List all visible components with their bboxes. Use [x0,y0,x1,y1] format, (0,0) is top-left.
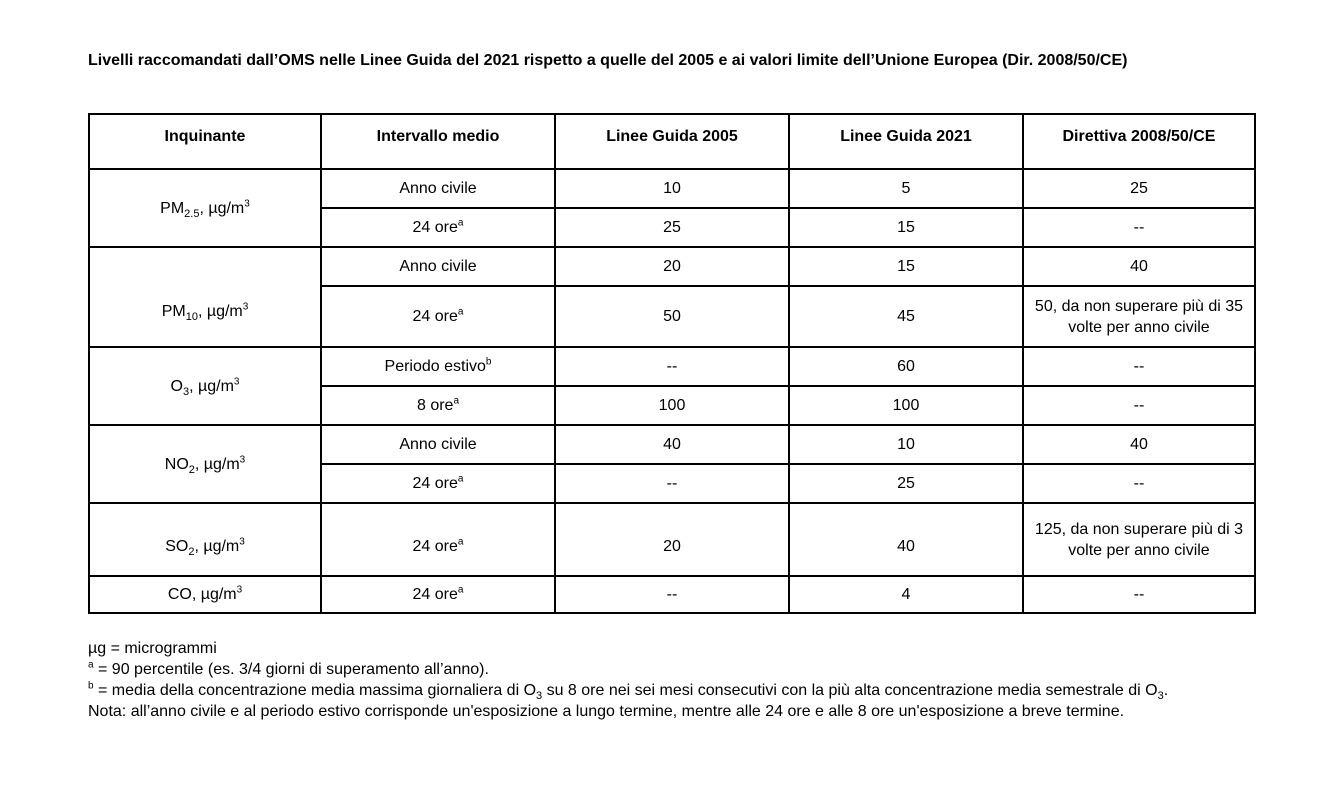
note-a: $^a$ = 90 percentile (es. 3/4 giorni di superamento all’anno). [88,659,489,678]
interval-cell: Anno civile [321,169,555,208]
header-guidelines-2021: Linee Guida 2021 [789,114,1023,169]
header-row [89,114,1255,169]
value-2021: 5 [789,169,1023,208]
value-2005: 100 [555,386,789,425]
value-2005: -- [555,464,789,503]
interval-cell: 24 ore$^a$ [321,464,555,503]
interval-cell: 24 ore$^a$ [321,503,555,576]
pollutant-pm25: $PM_{2.5}$, $\mu g/m^3$ [89,169,321,247]
interval-cell: 24 ore$^a$ [321,576,555,613]
pollutant-limits-table [88,113,1256,614]
header-guidelines-2005: Linee Guida 2005 [555,114,789,169]
table-row [89,169,1255,208]
value-2005: 50 [555,286,789,347]
value-directive: 50, da non superare più di 35 volte per anno civile [1023,286,1255,347]
interval-cell: 24 ore$^a$ [321,208,555,247]
note-b: $^b$ = media della concentrazione media massima giornaliera di $O_3$ su 8 ore nei sei mesi consecutivi con la più alta concentrazione media semestrale di $O_3$. [88,680,1169,703]
value-directive: -- [1023,576,1255,613]
value-2021: 60 [789,347,1023,386]
value-2005: 20 [555,503,789,576]
pollutant-no2: $NO_2$, $\mu g/m^3$ [89,425,321,503]
value-2005: -- [555,576,789,613]
value-directive: -- [1023,347,1255,386]
interval-cell: Anno civile [321,425,555,464]
note-exposure: Nota: all’anno civile e al periodo estivo corrisponde un'esposizione a lungo termine, mentre alle 24 ore e alle 8 ore un'esposizione a breve termine. [88,703,1125,720]
value-2021: 4 [789,576,1023,613]
value-2021: 10 [789,425,1023,464]
value-2021: 100 [789,386,1023,425]
value-2005: 20 [555,247,789,286]
note-micrograms: µg = microgrammi [88,640,217,657]
interval-cell: 8 ore$^a$ [321,386,555,425]
pollutant-co: CO, $\mu g/m^3$ [89,576,321,613]
value-2021: 15 [789,247,1023,286]
value-directive: 40 [1023,425,1255,464]
value-2005: 25 [555,208,789,247]
value-directive: 125, da non superare più di 3 volte per anno civile [1023,503,1255,576]
interval-cell: 24 ore$^a$ [321,286,555,347]
value-directive: 25 [1023,169,1255,208]
value-2005: 40 [555,425,789,464]
value-2005: 10 [555,169,789,208]
interval-cell: Anno civile [321,247,555,286]
pollutant-pm10: $PM_{10}$, $\mu g/m^3$ [89,247,321,347]
table-row [89,425,1255,464]
header-interval: Intervallo medio [321,114,555,169]
table-row [89,576,1255,613]
value-2021: 40 [789,503,1023,576]
table-row [89,247,1255,286]
value-2021: 25 [789,464,1023,503]
value-directive: -- [1023,464,1255,503]
interval-cell: Periodo estivo$^b$ [321,347,555,386]
header-pollutant: Inquinante [89,114,321,169]
value-2021: 15 [789,208,1023,247]
pollutant-so2: $SO_2$, $\mu g/m^3$ [89,503,321,576]
value-directive: -- [1023,208,1255,247]
header-directive: Direttiva 2008/50/CE [1023,114,1255,169]
value-directive: -- [1023,386,1255,425]
table-notes [88,638,1260,722]
table-caption: Livelli raccomandati dall’OMS nelle Linee Guida del 2021 rispetto a quelle del 2005 e ai valori limite dell’Unione Europea (Dir. 2008/50/CE) [88,52,1128,69]
table-row [89,503,1255,576]
value-2021: 45 [789,286,1023,347]
value-2005: -- [555,347,789,386]
pollutant-o3: $O_3$, $\mu g/m^3$ [89,347,321,425]
value-directive: 40 [1023,247,1255,286]
table-row [89,347,1255,386]
